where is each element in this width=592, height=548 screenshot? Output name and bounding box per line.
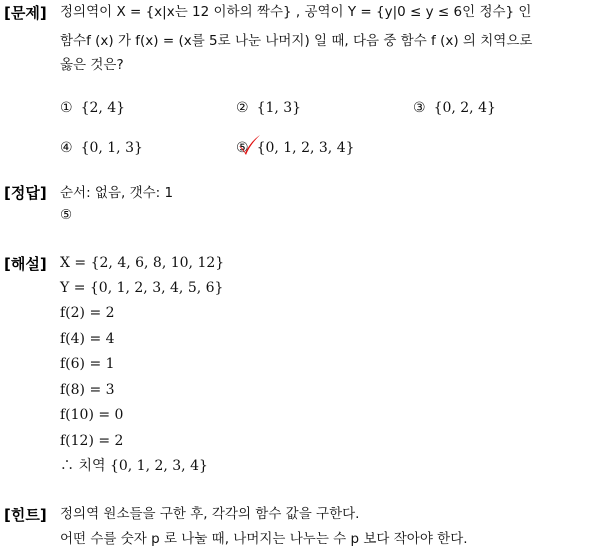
solution-line-4: f(4) = 4 [60,331,115,347]
solution-line-3: f(2) = 2 [60,305,115,321]
option-3[interactable] [413,99,496,117]
answer-label: [정답] [4,184,47,202]
option-3-text: {0, 2, 4} [433,100,496,116]
hint-line-2: 어떤 수를 숫자 p 로 나눌 때, 나머지는 나누는 수 p 보다 작아야 한다. [60,531,468,547]
hint-line-1: 정의역 원소들을 구한 후, 각각의 함수 값을 구한다. [60,506,360,522]
solution-line-1: X = {2, 4, 6, 8, 10, 12} [60,255,225,271]
solution-line-2: Y = {0, 1, 2, 3, 4, 5, 6} [60,280,224,296]
option-4-number: ④ [60,140,73,156]
hint-label: [힌트] [4,506,47,524]
question-line-2: 함수f (x) 가 f(x) = (x를 5로 나눈 나머지) 일 때, 다음 중 함수 f (x) 의 치역으로 [60,33,533,49]
option-3-number: ③ [413,100,426,116]
solution-line-6: f(8) = 3 [60,382,115,398]
solution-line-8: f(12) = 2 [60,433,124,449]
option-1-number: ① [60,100,73,116]
option-2-number: ② [236,100,249,116]
option-5-text: {0, 1, 2, 3, 4} [256,140,355,156]
solution-line-5: f(6) = 1 [60,356,115,372]
option-4-text: {0, 1, 3} [80,140,143,156]
option-2[interactable] [236,99,301,117]
question-label: [문제] [4,4,47,22]
option-2-text: {1, 3} [256,100,302,116]
solution-line-9: ∴ 치역 {0, 1, 2, 3, 4} [60,458,208,474]
solution-line-7: f(10) = 0 [60,407,124,423]
option-1-text: {2, 4} [80,100,126,116]
option-4[interactable] [60,139,143,157]
check-mark-icon [236,133,262,157]
solution-label: [해설] [4,255,47,273]
question-line-3: 옳은 것은? [60,57,124,73]
question-line-1: 정의역이 X = {x|x는 12 이하의 짝수} , 공역이 Y = {y|0 ≤ y ≤ 6인 정수} 인 [60,4,532,20]
option-5-number: ⑤ [236,140,249,156]
answer-line-1: 순서: 없음, 갯수: 1 [60,185,174,201]
option-1[interactable] [60,99,125,117]
answer-line-2: ⑤ [60,207,73,223]
